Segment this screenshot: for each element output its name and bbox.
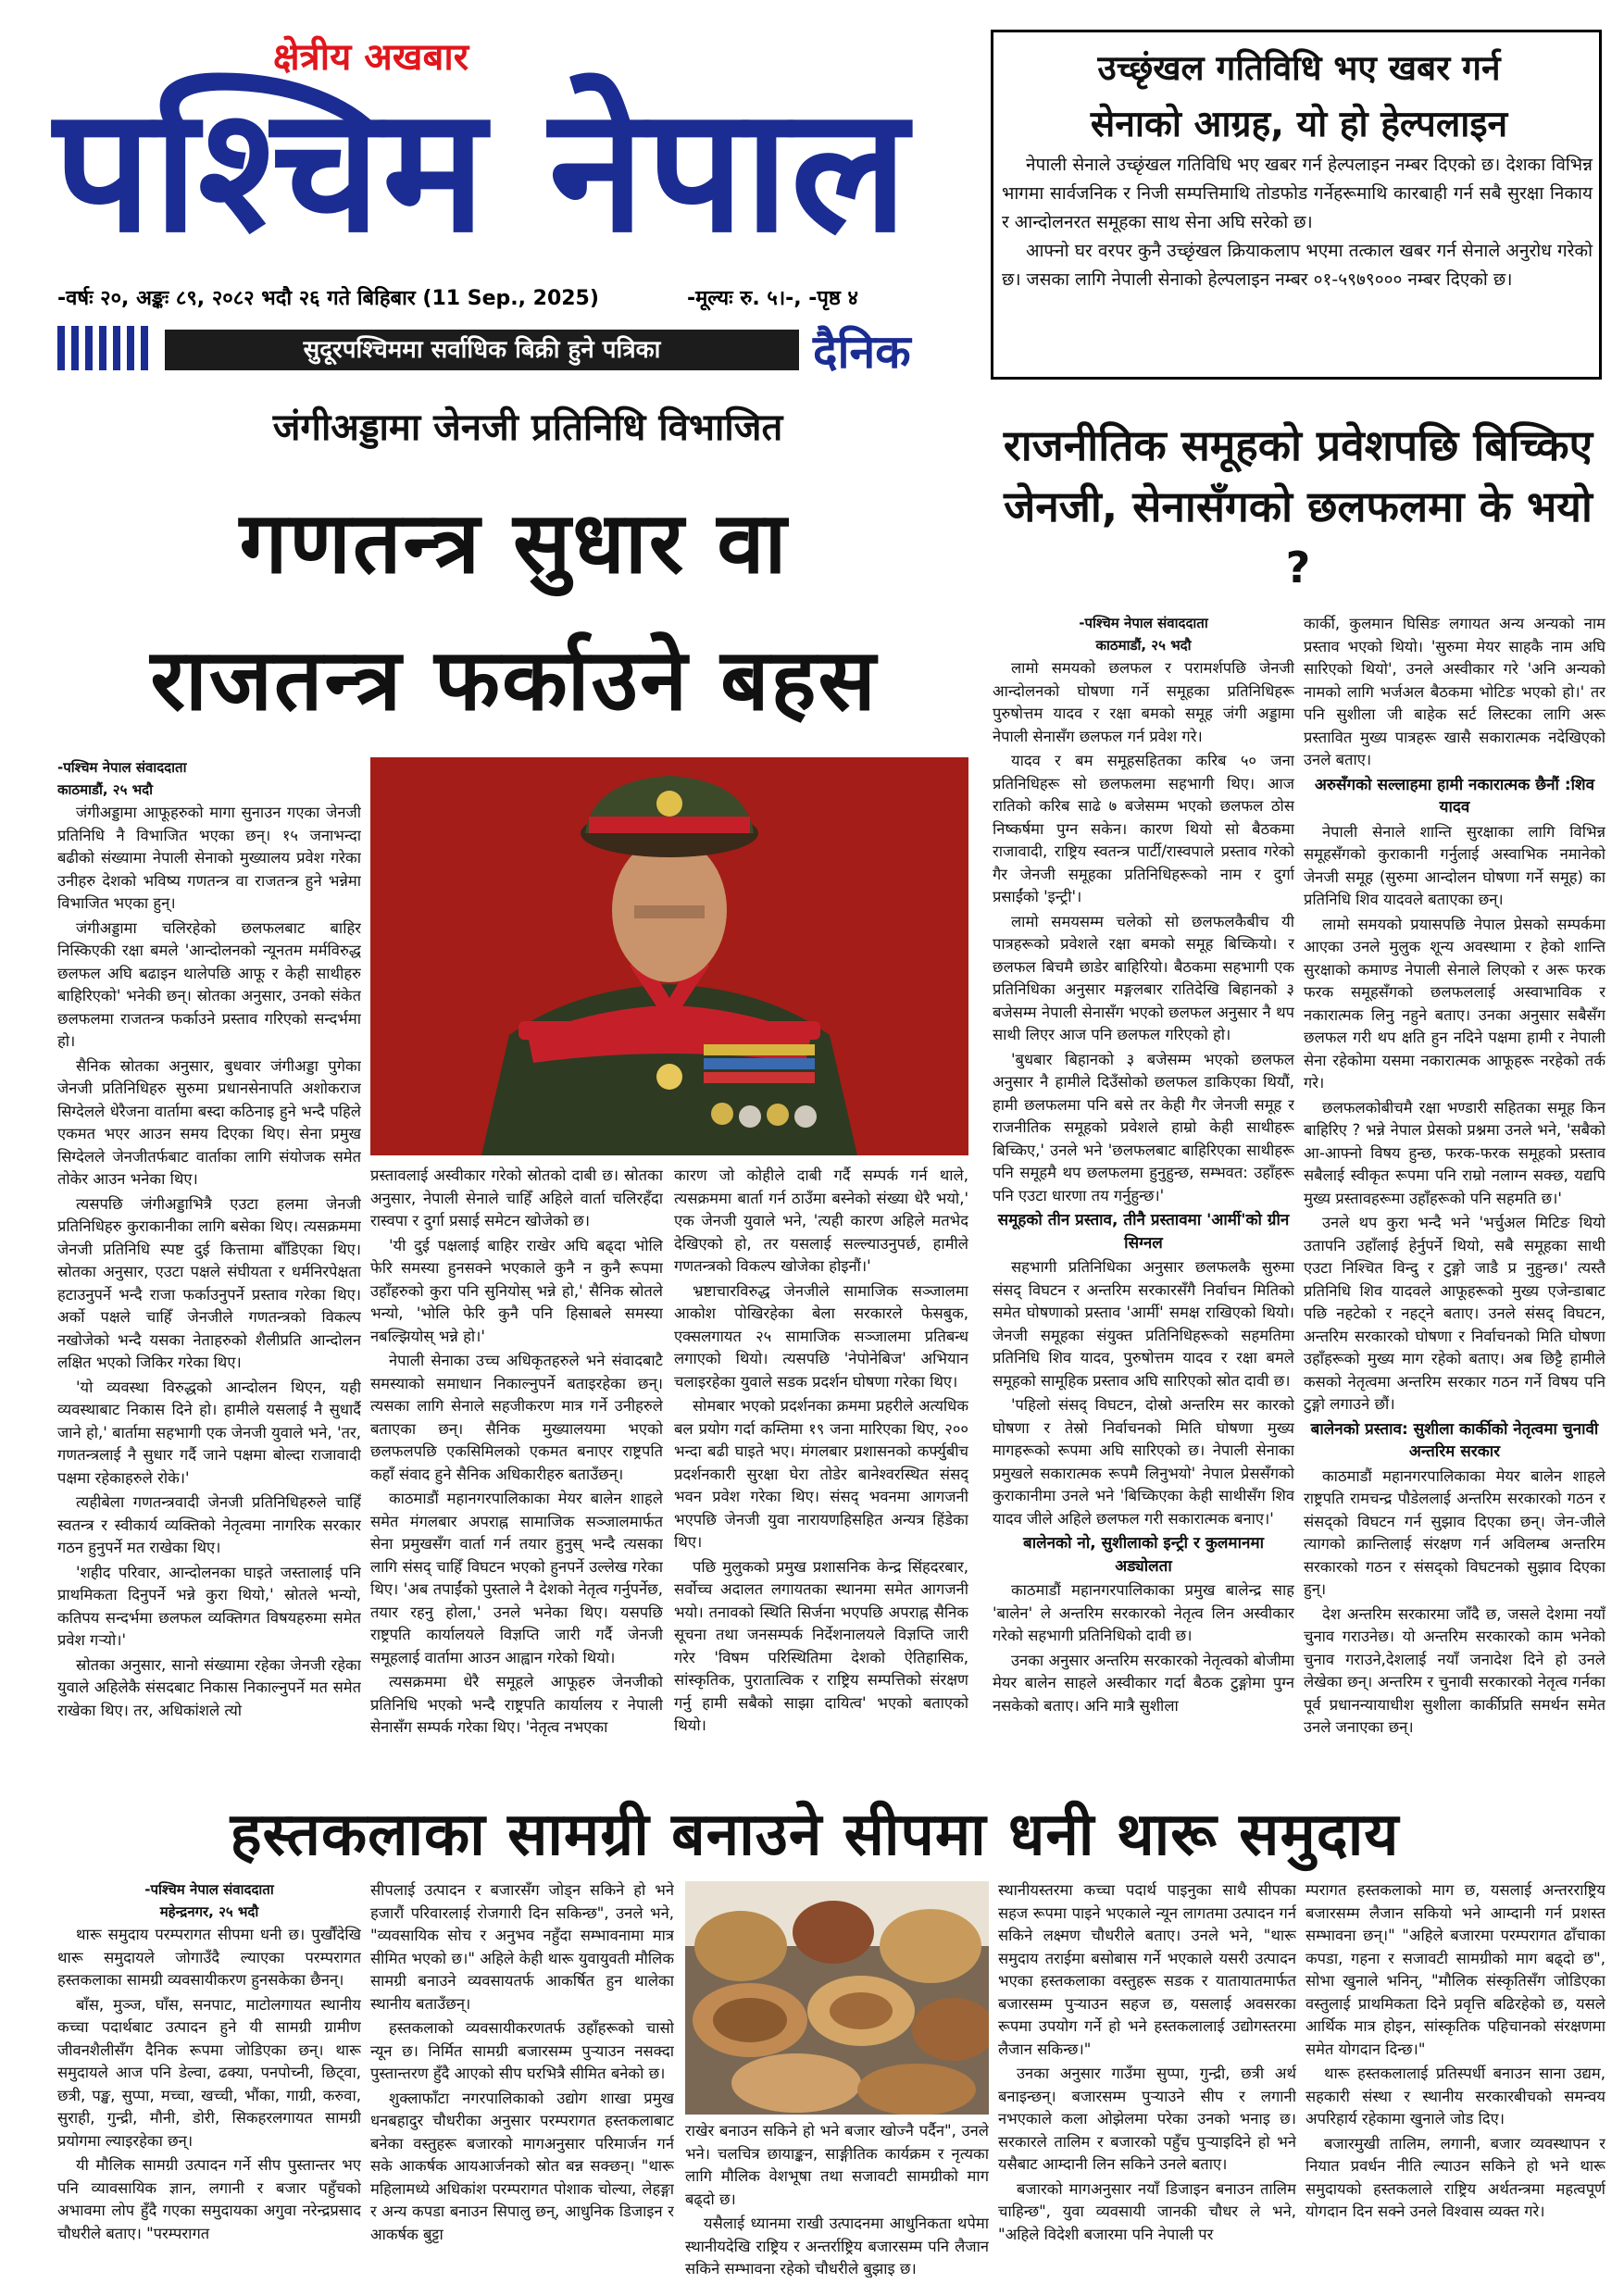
paragraph: सैनिक स्रोतका अनुसार, बुधवार जंगीअड्डा पुगेका जेनजी प्रतिनिधिहरु सुरुमा प्रधानसेनापति अशोकराज सिग्देलले धेरैजना वार्तामा बस्दा कठिनाइ हुने भन्दै पहिले एकमत भएर आउन समय दिएका थिए। सेना प्रमुख सिग्देलले जेनजीतर्फबाट वार्ताका लागि संयोजक समेत तोकेर आउन भनेका थिए। (57, 1056, 361, 1188)
issue-info: -वर्षः २०, अङ्कः ८९, २०८२ भदौ २६ गते बिहिबार (11 Sep., 2025) (57, 287, 599, 310)
paragraph: यी मौलिक सामग्री उत्पादन गर्ने सीप पुस्तान्तर भए पनि व्यावसायिक ज्ञान, लगानी र बजार पहुँचको अभावमा लोप हुँदै गएका समुदायका अगुवा नरेन्द्रप्रसाद चौधरीले बताए। "परम्परागत (57, 2156, 361, 2242)
bottom-story-column-5 (1305, 1879, 1605, 2277)
bottom-story-column-3 (685, 2120, 989, 2277)
bottom-story-column-4 (998, 1879, 1296, 2277)
masthead-kicker: क्षेत्रीय अखबार (273, 36, 469, 79)
army-chief-photo (370, 757, 968, 1155)
paragraph: काठमाडौं महानगरपालिकाका मेयर बालेन शाहले राष्ट्रपति रामचन्द्र पौडेललाई अन्तरिम सरकारको गठन र संसद्को विघटन गर्न सुझाव दिएका छन्। जेन-जीले त्यागको क्रान्तिलाई संरक्षण गर्न अविलम्ब अन्तरिम सरकारको गठन र संसद्को विघटनको सुझाव दिएका हुन्। (1304, 1466, 1605, 1598)
paragraph: त्यसपछि जंगीअड्डाभित्रै एउटा हलमा जेनजी प्रतिनिधिहरु कुराकानीका लागि बसेका थिए। त्यसक्रममा जेनजी प्रतिनिधि स्पष्ट दुई कित्तामा बाँडिएका थिए। स्रोतका अनुसार, एउटा पक्षले संघीयता र धर्मनिरपेक्षता हटाउनुपर्ने भन्दै राजा फर्काउनुपर्ने प्रस्ताव गरेका थिए। अर्को पक्षले चाहिँ जेनजीले गणतन्त्रको विकल्प नखोजेको भन्दै यसका नेताहरुको शैलीप्रति आन्दोलन लक्षित भएको जिकिर गरेका थिए। (57, 1194, 361, 1371)
byline: -पश्चिम नेपाल संवाददाता (144, 1881, 274, 1898)
paragraph: यादव र बम समूहसहितका करिब ५० जना प्रतिनिधिहरू सो छलफलमा सहभागी थिए। आज रातिको करिब साढे ७ बजेसम्म भएको छलफल ठोस निष्कर्षमा पुग्न सकेन। कारण थियो सो बैठकमा राजावादी, राष्ट्रिय स्वतन्त्र पार्टी/रास्वपाले प्रस्ताव गरेको गैर जेनजी समूहका प्रतिनिधिहरूको नाम र दुर्गा प्रसाईंको 'इन्ट्री'। (993, 752, 1294, 905)
dateline: काठमाडौं, २५ भदौ (1095, 637, 1192, 654)
paragraph: हस्तकलाको व्यवसायीकरणतर्फ उहाँहरूको चासो न्यून छ। निर्मित सामग्री बजारसम्म पुर्‍याउन नसक्दा पुस्तान्तरण हुँदै आएको सीप घरभित्रै सीमित बनेको छ। (370, 2019, 674, 2082)
bottom-story-headline: हस्तकलाका सामग्री बनाउने सीपमा धनी थारू समुदाय (230, 1801, 1400, 1869)
paragraph: बजारको मागअनुसार नयाँ डिजाइन बनाउन तालिम चाहिन्छ", युवा व्यवसायी जानकी चौधर ले भने, "अहिले विदेशी बजारमा पनि नेपाली पर (998, 2179, 1296, 2243)
paragraph: लामो समयसम्म चलेको सो छलफलकैबीच यी पात्रहरूको प्रवेशले रक्षा बमको समूह बिच्कियो। र छलफल बिचमै छाडेर बाहिरियो। बैठकमा सहभागी एक प्रतिनिधिका अनुसार मङ्गलबार रातिदेखि बिहानको ३ बजेसम्म नेपाली सेनासँग भएको छलफल अनुसार नै थप साथी लिएर आज पनि छलफल गरिएको हो। (993, 912, 1294, 1043)
paragraph: बजारमुखी तालिम, लगानी, बजार व्यवस्थापन र नियात प्रवर्धन नीति ल्याउन सकिने हो भने थारू समुदायको हस्तकलाले राष्ट्रिय अर्थतन्त्रमा महत्वपूर्ण योगदान दिन सक्ने उनले विश्वास व्यक्त गरे। (1305, 2134, 1605, 2220)
paragraph: म्परागत हस्तकलाको माग छ, यसलाई अन्तरराष्ट्रिय बजारसम्म लैजान सकियो भने आम्दानी गर्न प्रशस्त सम्भावना छन्।" "अहिले बजारमा परम्परागत ढाँचाका कपडा, गहना र सजावटी सामग्रीको माग बढ्दो छ", सोभा खुनाले भनिन्, "मौलिक संस्कृतिसँग जोडिएका वस्तुलाई प्राथमिकता दिने प्रवृत्ति बढिरहेको छ, यसले आर्थिक मात्र होइन, सांस्कृतिक पहिचानको संरक्षणमा समेत योगदान दिन्छ।" (1305, 1881, 1605, 2058)
paragraph: नेपाली सेनाका उच्च अधिकृतहरुले भने संवादबाटै समस्याको समाधान निकाल्नुपर्ने बताइरहेका छन्। त्यसका लागि सेनाले सहजीकरण मात्र गर्ने उनीहरुले बताएका छन्। सैनिक मुख्यालयमा भएको छलफलपछि एकसिमिलको एकमत बनाएर राष्ट्रपति कहाँ संवाद हुने सैनिक अधिकारीहरु बताउँछन्। (370, 1352, 663, 1483)
bottom-story-column-1 (57, 1879, 361, 2277)
main-story-kicker: जंगीअड्डामा जेनजी प्रतिनिधि विभाजित (272, 406, 783, 449)
helpline-para: नेपाली सेनाले उच्छृंखल गतिविधि भए खबर गर्न हेल्पलाइन नम्बर दिएको छ। देशका विभिन्न भागमा सार्वजनिक र निजी सम्पत्तिमाथि तोडफोड गर्नेहरूमाथि कारबाही गर्न सबै सुरक्षा निकाय र आन्दोलनरत समूहका साथ सेना अघि सरेको छ। (1002, 155, 1593, 232)
paragraph: काठमाडौं महानगरपालिकाका मेयर बालेन शाहले समेत मंगलबार अपराह्न सामाजिक सञ्जालमार्फत सेना प्रमुखसँग वार्ता गर्न तयार हुनुस् भन्दै त्यसका लागि संसद् चाहिँ विघटन भएको हुनपर्ने उल्लेख गरेका थिए। 'अब तपाईंको पुस्ताले नै देशको नेतृत्व गर्नुपर्नेछ, तयार रहनु होला,' उनले भनेका थिए। यसपछि राष्ट्रपति कार्यालयले विज्ञप्ति जारी गर्दै जेनजी समूहलाई वार्तामा आउन आह्वान गरेको थियो। (370, 1490, 663, 1666)
paragraph: लामो समयको छलफल र परामर्शपछि जेनजी आन्दोलनको घोषणा गर्ने समूहका प्रतिनिधिहरू पुरुषोत्तम यादव र रक्षा बमको समूह जंगी अड्डामा नेपाली सेनासँग छलफल गर्न प्रवेश गरे। (993, 659, 1294, 745)
subheading: समूहको तीन प्रस्ताव, तीनै प्रस्तावमा 'आर्मी'को ग्रीन सिग्नल (997, 1211, 1290, 1253)
paragraph: उनका अनुसार गाउँमा सुप्पा, गुन्द्री, छत्री अर्थ बनाइन्छन्। बजारसम्म पुर्‍याउने सीप र लगानी नभएकाले कला ओझेलमा परेका उनको भनाइ छ। सरकारले तालिम र बजारको पहुँच पुर्‍याइदिने हो भने यसैबाट आम्दानी लिन सकिने उनले बताए। (998, 2065, 1296, 2173)
subheading: अरुसँगको सल्लाहमा हामी नकारात्मक छैनौं :शिव यादव (1314, 775, 1595, 817)
subheading: बालेनको नो, सुशीलाको इन्ट्री र कुलमानमा अड्योलता (1022, 1534, 1265, 1576)
dateline: महेन्द्रनगर, २५ भदौ (159, 1903, 259, 1920)
paragraph: यसैलाई ध्यानमा राखी उत्पादनमा आधुनिकता थपेमा स्थानीयदेखि राष्ट्रिय र अन्तर्राष्ट्रिय बजारसम्म पनि लैजान सकिने सम्भावना रहेको चौधरीले बुझाइ छ। (685, 2215, 989, 2277)
main-story-column-2 (370, 1165, 663, 1766)
paragraph: नेपाली सेनाले शान्ति सुरक्षाका लागि विभिन्न समूहसँगको कुराकानी गर्नुलाई अस्वाभिक नमानेको जेनजी समूह (सुरुमा आन्दोलन घोषणा गर्ने समूह) का प्रतिनिधि शिव यादवले बताएका छन्। (1304, 822, 1605, 908)
paragraph: 'यी दुई पक्षलाई बाहिर राखेर अघि बढ्दा भोलि फेरि समस्या हुनसक्ने भएकाले कुनै न कुनै रूपमा उहाँहरुको कुरा पनि सुनियोस् भन्ने हो,' सैनिक स्रोतले भन्यो, 'भोलि फेरि कुनै पनि हिसाबले समस्या नबल्झियोस् भन्ने हो।' (370, 1236, 663, 1345)
paragraph: लामो समयको प्रयासपछि नेपाल प्रेसको सम्पर्कमा आएका उनले मुलुक शून्य अवस्थामा र हेको शान्ति सुरक्षाको कमाण्ड नेपाली सेनाले लिएको र अरू फरक फरक समूहसँगको छलफललाई अस्वाभाविक र नकारात्मक लिनु नहुने बताए। उनका अनुसार सबैसँग छलफल गरी थप क्षति हुन नदिने पक्षमा हामी र नेपाली सेना रहेकोमा यसमा नकारात्मक आफूहरू नरहेको तर्क गरे। (1304, 915, 1605, 1092)
main-story-column-3 (674, 1165, 968, 1766)
paragraph: थारू समुदाय परम्परागत सीपमा धनी छ। पुर्खौंदेखि थारू समुदायले जोगाउँदै ल्याएका परम्परागत हस्तकलाका सामग्री व्यवसायीकरण हुनसकेका छैनन्। (57, 1926, 361, 1989)
paragraph: कार्की, कुलमान घिसिङ लगायत अन्य अन्यको नाम प्रस्ताव भएको थियो। 'सुरुमा मेयर साहकै नाम अघि सारिएको थियो', उनले अस्वीकार गरे 'अनि अन्यको नामको लागि भर्जअल बैठकमा भोटिङ भएको हो।' तर पनि सुशीला जी बाहेक सर्ट लिस्टका लागि अरू प्रस्तावित मुख्य पात्रहरू खासै सकारात्मक नदेखिएको उनले बताए। (1304, 615, 1605, 768)
paragraph: जंगीअड्डामा आफूहरुको मागा सुनाउन गएका जेनजी प्रतिनिधि नै विभाजित भएका छन्। १५ जनाभन्दा बढीको संख्यामा नेपाली सेनाको मुख्यालय प्रवेश गरेका उनीहरु देशको भविष्य गणतन्त्र वा राजतन्त्र हुने भन्नेमा विभाजित भएका हुन्। (57, 804, 361, 912)
byline: -पश्चिम नेपाल संवाददाता (57, 759, 187, 776)
newspaper-title: पश्चिम नेपाल (54, 69, 910, 270)
price-info: -मूल्यः रु. ५।-, -पृष्ठ ४ (687, 287, 858, 310)
paragraph: त्यहीबेला गणतन्त्रवादी जेनजी प्रतिनिधिहरुले चाहिँ स्वतन्त्र र स्वीकार्य व्यक्तिको नेतृत्वमा नागरिक सरकार गठन हुनुपर्ने मत राखेका थिए। (57, 1493, 361, 1556)
paragraph: पछि मुलुकको प्रमुख प्रशासनिक केन्द्र सिंहदरबार, सर्वोच्च अदालत लगायतका स्थानमा समेत आगजनी भयो। तनावको स्थिति सिर्जना भएपछि अपराह्न सैनिक सूचना तथा जनसम्पर्क निर्देशनालयले विज्ञप्ति जारी गरेर 'विषम परिस्थितिमा देशको ऐतिहासिक, सांस्कृतिक, पुरातात्विक र राष्ट्रिय सम्पत्तिको संरक्षण गर्नु हामी सबैको साझा दायित्व' भएको बताएको थियो। (674, 1557, 968, 1734)
paragraph: देश अन्तरिम सरकारमा जाँदै छ, जसले देशमा नयाँ चुनाव गराउनेछ। यो अन्तरिम सरकारको काम भनेको चुनाव गराउने,देशलाई नयाँ जनादेश दिने हो उनले लेखेका छन्। अन्तरिम र चुनावी सरकारको नेतृत्व गर्नका पूर्व प्रधानन्यायाधीश सुशीला कार्कीप्रति समर्थन समेत उनले जनाएका छन्। (1304, 1604, 1605, 1736)
main-story-headline-1: गणतन्त्र सुधार वा (239, 493, 789, 593)
right-story-column-2 (1304, 613, 1605, 1766)
paragraph: उनले थप कुरा भन्दै भने 'भर्चुअल मिटिङ थियो उतापनि उहाँलाई हेर्नुपर्ने थियो, सबै समूहका साथी एउटा निश्चित विन्दु र टुङ्गो जाडै प्र नुहुन्छ।' त्यस्तै प्रतिनिधि शिव यादवले आफूहरूको मुख्य एजेन्डाबाट पछि नहटेको र नहट्ने बताए। उनले संसद् विघटन, अन्तरिम सरकारको घोषणा र निर्वाचनको मिति घोषणा उहाँहरूको मुख्य माग रहेको बताए। अब छिट्टै हामीले कसको नेतृत्वमा अन्तरिम सरकार गठन गर्ने विषय पनि टुङ्गो लगाउने छौं। (1304, 1214, 1605, 1413)
paragraph: 'यो व्यवस्था विरुद्धको आन्दोलन थिएन, यही व्यवस्थाबाट निकास दिने हो। हामीले यसलाई नै सुधार्दै जाने हो,' बार्तामा सहभागी एक जेनजी युवाले भने, 'तर, गणतन्त्रलाई नै सुधार गर्दै जाने पक्षमा बोल्दा राजावादी पक्षमा रहेकाहरुले रोके।' (57, 1378, 361, 1487)
helpline-headline-1: उच्छृंखल गतिविधि भए खबर गर्न (1097, 48, 1501, 88)
army-chief-portrait (370, 757, 968, 1155)
helpline-headline-2: सेनाको आग्रह, यो हो हेल्पलाइन (1090, 104, 1508, 145)
paragraph: जंगीअड्डामा चलिरहेको छलफलबाट बाहिर निस्किएकी रक्षा बमले 'आन्दोलनको न्यूनतम मर्मविरुद्ध छलफल अघि बढाइन थालेपछि आफू र केही साथीहरु बाहिरिएको' भनेकी छन्। स्रोतका अनुसार, उनको संकेत छलफलमा राजतन्त्र फर्काउने प्रस्ताव गरिएको सन्दर्भमा हो। (57, 918, 361, 1050)
paragraph: उनका अनुसार अन्तरिम सरकारको नेतृत्वको बोजीमा मेयर बालेन साहले अस्वीकार गर्दा बैठक टुङ्गोमा पुग्न नसकेको बताए। अनि मात्रै सुशीला (993, 1651, 1294, 1715)
subheading: बालेनको प्रस्ताव: सुशीला कार्कीको नेतृत्वमा चुनावी अन्तरिम सरकार (1310, 1419, 1599, 1461)
paragraph: शुक्लाफाँटा नगरपालिकाको उद्योग शाखा प्रमुख धनबहादुर चौधरीका अनुसार परम्परागत हस्तकलाबाट बनेका वस्तुहरू बजारको मागअनुसार परिमार्जन गर्न सके आकर्षक आयआर्जनको स्रोत बन्न सक्छन्। "थारू महिलामध्ये अधिकांश परम्परागत पोशाक चोल्या, लेहङ्गा र अन्य कपडा बनाउन सिपालु छन्, आधुनिक डिजाइन र आकर्षक बुट्टा (370, 2089, 674, 2243)
decorative-stripes (57, 326, 159, 370)
bottom-story-column-2 (370, 1879, 674, 2277)
paragraph: भ्रष्टाचारविरुद्ध जेनजीले सामाजिक सञ्जालमा आकोश पोखिरहेका बेला सरकारले फेसबुक, एक्सलगायत २५ सामाजिक सञ्जालमा प्रतिबन्ध लगाएको थियो। त्यसपछि 'नेपोनेबिज' अभियान चलाइरहेका युवाले सडक प्रदर्शन घोषणा गरेका थिए। (674, 1281, 968, 1391)
paragraph: स्थानीयस्तरमा कच्चा पदार्थ पाइनुका साथै सीपका सहज रूपमा पाइने भएकाले न्यून लागतमा उत्पादन गर्न सकिने लक्ष्मण चौधरीले बताए। उनले भने, "थारू समुदाय तराईमा बसोबास गर्ने भएकाले यसरी उत्पादन भएका हस्तकलाका वस्तुहरू सडक र यातायातमार्फत बजारसम्म पुर्‍याउन सहज छ, यसलाई अवसरका रूपमा उपयोग गर्ने हो भने हस्तकलालाई उद्योगस्तरमा लैजान सकिन्छ।" (998, 1881, 1296, 2058)
handicraft-photo (685, 1881, 989, 2115)
dateline: काठमाडौं, २५ भदौ (57, 781, 154, 798)
helpline-body (1002, 151, 1593, 294)
paragraph: छलफलकोबीचमै रक्षा भण्डारी सहितका समूह किन बाहिरिए ? भन्ने नेपाल प्रेसको प्रश्नमा उनले भने, 'सबैको आ-आफ्नो विषय हुन्छ, फरक-फरक समूहको प्रस्ताव सबैलाई स्वीकृत रूपमा पनि राम्रो नलाग्न सक्छ, यद्यपि मुख्य प्रस्तावहरूमा उहाँहरूको पनि सहमति छ।' (1304, 1098, 1605, 1207)
paragraph: राखेर बनाउन सकिने हो भने बजार खोज्नै पर्दैन", उनले भने। चलचित्र छायाङ्कन, साङ्गीतिक कार्यक्रम र नृत्यका लागि मौलिक वेशभूषा तथा सजावटी सामग्रीको माग बढ्दो छ। (685, 2122, 989, 2208)
paragraph: 'पहिलो संसद् विघटन, दोस्रो अन्तरिम सर कारको घोषणा र तेस्रो निर्वाचनको मिति घोषणा मुख्य मागहरूको रूपमा अघि सारिएको छ। नेपाली सेनाका प्रमुखले सकारात्मक रूपमै लिनुभयो' नेपाल प्रेससँगको कुराकानीमा उनले भने 'बिच्किएका केही साथीसँग शिव यादव जीले अहिले छलफल गरी सकारात्मक बनाए।' (993, 1396, 1294, 1528)
main-story-column-1 (57, 757, 361, 1766)
paragraph: बाँस, मुञ्ज, घाँस, सनपाट, माटोलगायत स्थानीय कच्चा पदार्थबाट उत्पादन हुने यी सामग्री ग्रामीण जीवनशैलीसँग दैनिक रूपमा जोडिएका छन्। थारू समुदायले आज पनि डेल्वा, ढक्या, पनपोच्नी, छिट्वा, छत्री, पङ्ख, सुप्पा, मच्चा, खच्ची, भौंका, गाग्री, करुवा, सुराही, गुन्द्री, मौनी, डोरी, सिकहरलगायत सामग्री प्रयोगमा ल्याइरहेका छन्। (57, 1995, 361, 2150)
paragraph: सहभागी प्रतिनिधिका अनुसार छलफलकै सुरुमा संसद् विघटन र अन्तरिम सरकारसँगै निर्वाचन मितिको समेत घोषणाको प्रस्ताव 'आर्मी' समक्ष राखिएको थियो। जेनजी समूहका संयुक्त प्रतिनिधिहरूको सहमतिमा प्रतिनिधि शिव यादव, पुरुषोत्तम यादव र रक्षा बमले समूहको सामूहिक प्रस्ताव अघि सारिएको स्रोत दावी छ। (993, 1258, 1294, 1390)
main-story-headline-2: राजतन्त्र फर्काउने बहस (150, 630, 878, 730)
paragraph: त्यसक्रममा धेरै समूहले आफूहरु जेनजीको प्रतिनिधि भएको भन्दै राष्ट्रपति कार्यालय र नेपाली सेनासँग सम्पर्क गरेका थिए। 'नेतृत्व नभएका (370, 1673, 663, 1736)
daily-label: दैनिक (813, 325, 911, 379)
paragraph: प्रस्तावलाई अस्वीकार गरेको स्रोतको दाबी छ। स्रोतका अनुसार, नेपाली सेनाले चाहिँ अहिले वार्ता चलिरहँदा रास्वपा र दुर्गा प्रसाई समेटन खोजेको छ। (370, 1167, 663, 1229)
handicraft-baskets-image (685, 1881, 989, 2115)
helpline-para: आफ्नो घर वरपर कुनै उच्छृंखल क्रियाकलाप भएमा तत्काल खबर गर्न सेनाले अनुरोध गरेको छ। जसका लागि नेपाली सेनाको हेल्पलाइन नम्बर ०१-५९७९००० नम्बर दिएको छ। (1002, 241, 1593, 290)
paragraph: 'बुधबार बिहानको ३ बजेसम्म भएको छलफल अनुसार नै हामीले दिउँसोको छलफल डाकिएका थियौं, हामी छलफलमा पनि बसे तर केही गैर जेनजी समूह र राजनीतिक समूहको प्रवेशले हाम्रो केही साथीहरू बिच्किए,' उनले भने 'छलफलबाट बाहिरिएका साथीहरू पनि समूहमै थप छलफलमा हुनुहुन्छ, सम्भवत: उहाँहरू पनि एउटा धारणा तय गर्नुहुन्छ।' (993, 1050, 1294, 1204)
right-story-column-1 (993, 613, 1294, 1766)
right-story-headline: राजनीतिक समूहको प्रवेशपछि बिच्किए जेनजी, सेनासँगको छलफलमा के भयो ? (1003, 420, 1593, 593)
paragraph: स्रोतका अनुसार, सानो संख्यामा रहेका जेनजी रहेका युवाले अहिलेकै संसदबाट निकास निकाल्नुपर्ने मत समेत राखेका थिए। तर, अधिकांशले त्यो (57, 1655, 361, 1719)
byline: -पश्चिम नेपाल संवाददाता (1079, 615, 1208, 631)
paragraph: सीपलाई उत्पादन र बजारसँग जोड्न सकिने हो भने हजारौं परिवारलाई रोजगारी दिन सकिन्छ", उनले भने, "व्यवसायिक सोच र अनुभव नहुँदा सम्भावनामा मात्र सीमित भएको छ।" अहिले केही थारू युवायुवती मौलिक सामग्री बनाउने व्यवसायतर्फ आकर्षित हुन थालेका स्थानीय बताउँछन्। (370, 1881, 674, 2013)
paragraph: सोमबार भएको प्रदर्शनका क्रममा प्रहरीले अत्यधिक बल प्रयोग गर्दा कम्तिमा १९ जना मारिएका थिए, २०० भन्दा बढी घाइते भए। मंगलबार प्रशासनको कर्फ्युबीच प्रदर्शनकारी सुरक्षा घेरा तोडेर बानेश्वरस्थित संसद् भवन प्रवेश गरेका थिए। संसद् भवनमा आगजनी भएपछि जेनजी युवा नारायणहिसहित अन्यत्र हिंडेका थिए। (674, 1397, 968, 1551)
paragraph: थारू हस्तकलालाई प्रतिस्पर्धी बनाउन साना उद्यम, सहकारी संस्था र स्थानीय सरकारबीचको समन्वय अपरिहार्य रहेकामा खुनाले जोड दिए। (1305, 2065, 1605, 2128)
tagline-bar: सुदूरपश्चिममा सर्वाधिक बिक्री हुने पत्रिका (165, 330, 799, 370)
paragraph: कारण जो कोहीले दाबी गर्दै सम्पर्क गर्न थाले, त्यसक्रममा बार्ता गर्न ठाउँमा बस्नेको संख्या धेरै भयो,' एक जेनजी युवाले भने, 'त्यही कारण अहिले मतभेद देखिएको हो, तर यसलाई सल्ल्याउनुपर्छ, हामीले गणतन्त्रको विकल्प खोजेका होइनौं।' (674, 1167, 968, 1275)
paragraph: काठमाडौं महानगरपालिकाका प्रमुख बालेन्द्र साह 'बालेन' ले अन्तरिम सरकारको नेतृत्व लिन अस्वीकार गरेको सहभागी प्रतिनिधिको दावी छ। (993, 1581, 1294, 1644)
paragraph: 'शहीद परिवार, आन्दोलनका घाइते जस्तालाई पनि प्राथमिकता दिनुपर्ने भन्ने कुरा थियो,' स्रोतले भन्यो, कतिपय सन्दर्भमा छलफल व्यक्तिगत विषयहरुमा समेत प्रवेश गर्‍यो।' (57, 1563, 361, 1649)
